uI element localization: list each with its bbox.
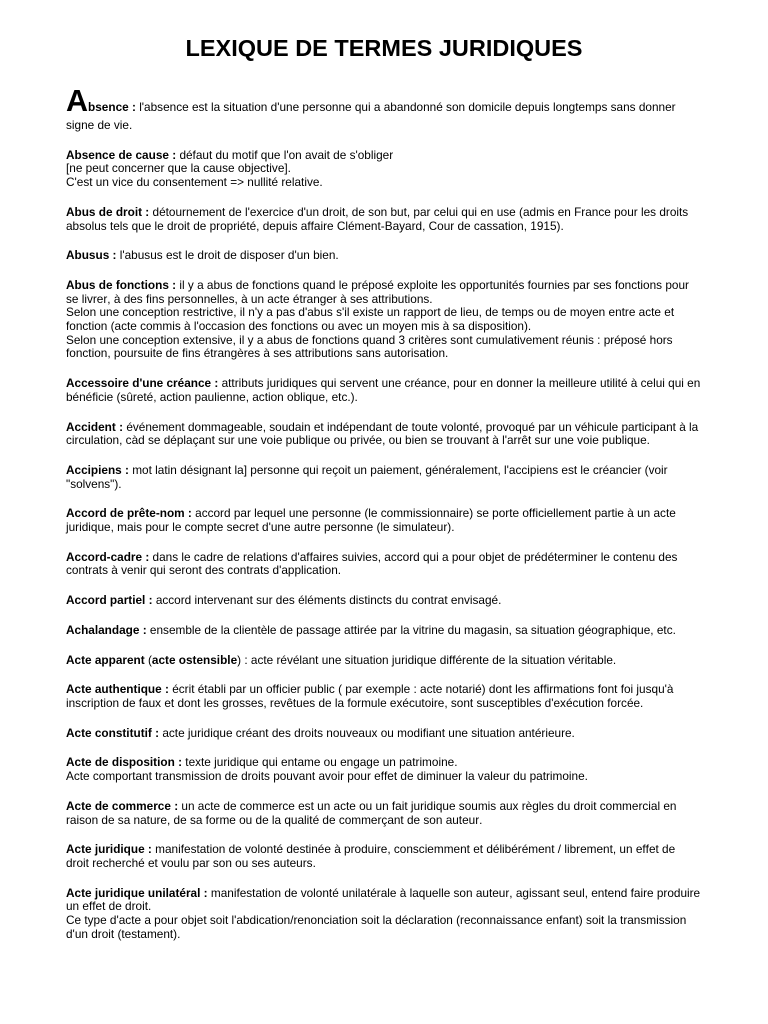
entry-term: Accipiens :	[66, 462, 129, 477]
entry-definition: accord intervenant sur des éléments distincts du contrat envisagé.	[155, 593, 502, 608]
entry-term: bsence :	[88, 100, 136, 114]
entry-first-line	[66, 756, 706, 770]
entry-first-line	[66, 206, 706, 220]
entry-first-line	[66, 149, 706, 163]
glossary-entry	[66, 624, 706, 638]
entry-definition-line: Ce type d'acte a pour objet soit l'abdication/renonciation soit la déclaration (reconnaissance enfant) soit la transmission	[66, 913, 687, 928]
entry-definition-line: fonction (acte commis à l'occasion des fonctions ou avec un moyen mis à sa disposition).	[66, 319, 532, 334]
entry-definition-line: Selon une conception restrictive, il n'y a pas d'abus s'il existe un rapport de lieu, de temps ou de moyen entre acte et	[66, 305, 675, 320]
entry-first-line	[66, 654, 706, 668]
entry-first-line	[66, 800, 706, 814]
entry-definition: détournement de l'exercice d'un droit, de son but, par celui qui en use (admis en France pour les droits	[152, 204, 689, 219]
entry-definition-line: absolus tels que le droit de propriété, depuis affaire Clément-Bayard, Cour de cassation, 1915).	[66, 218, 564, 233]
entry-definition-line: raison de sa nature, de sa forme ou de la qualité de commerçant de son auteur.	[66, 812, 483, 827]
glossary-entry	[66, 279, 706, 361]
entry-definition-line: droit recherché et voulu par son ou ses auteurs.	[66, 855, 316, 870]
entry-term: Abus de fonctions :	[66, 277, 177, 292]
entry-term: Acte apparent	[66, 652, 145, 667]
entry-term-synonym: acte ostensible	[151, 652, 238, 667]
entry-term: Acte de disposition :	[66, 755, 183, 770]
entry-definition: un acte de commerce est un acte ou un fait juridique soumis aux règles du droit commercial en	[181, 798, 677, 813]
entry-definition: acte révélant une situation juridique différente de la situation véritable.	[250, 652, 617, 667]
glossary	[66, 84, 706, 957]
entry-first-line	[66, 464, 706, 478]
entry-term: Acte juridique :	[66, 842, 152, 857]
entry-definition: texte juridique qui entame ou engage un patrimoine.	[185, 755, 458, 770]
entry-term: Acte juridique unilatéral :	[66, 885, 208, 900]
entry-definition-line: Selon une conception extensive, il y a abus de fonctions quand 3 critères sont cumulativement réunis : préposé hors	[66, 332, 673, 347]
entry-definition: manifestation de volonté destinée à produire, consciemment et délibérément / librement, un effet de	[155, 842, 676, 857]
entry-first-line	[66, 421, 706, 435]
entry-term: Accident :	[66, 419, 124, 434]
entry-term: Accessoire d'une créance :	[66, 376, 219, 391]
entry-term: Achalandage :	[66, 622, 147, 637]
entry-first-line	[66, 624, 706, 638]
entry-first-line	[66, 683, 706, 697]
glossary-entry	[66, 464, 706, 491]
entry-definition-line: C'est un vice du consentement => nullité relative.	[66, 175, 323, 190]
entry-definition: l'absence est la situation d'une personne qui a abandonné son domicile depuis longtemps sans donner	[139, 100, 676, 114]
entry-first-line	[66, 843, 706, 857]
entry-definition-line: circulation, càd se déplaçant sur une voie publique ou privée, ou bien se trouvant à l'arrêt sur une voie publique.	[66, 433, 650, 448]
entry-definition-line: fonction, poursuite de fins étrangères à ses attributions sans autorisation.	[66, 346, 449, 361]
glossary-entry	[66, 206, 706, 233]
entry-first-line	[66, 727, 706, 741]
entry-definition: il y a abus de fonctions quand le préposé exploite les opportunités fournies par ses fonctions pour	[179, 277, 689, 292]
paren-open: (	[147, 652, 152, 667]
entry-definition: acte juridique créant des droits nouveaux ou modifiant une situation antérieure.	[162, 725, 575, 740]
entry-definition: écrit établi par un officier public ( par exemple : acte notarié) dont les affirmations font foi jusqu'à	[172, 682, 674, 697]
entry-term: Abusus :	[66, 248, 117, 263]
entry-definition: manifestation de volonté unilatérale à laquelle son auteur, agissant seul, entend faire produire	[210, 885, 701, 900]
entry-term: Accord-cadre :	[66, 549, 150, 564]
drop-cap: A	[66, 84, 89, 118]
glossary-entry	[66, 843, 706, 870]
entry-definition-line: se livrer, à des fins personnelles, à un acte étranger à ses attributions.	[66, 291, 433, 306]
entry-definition: mot latin désignant la] personne qui reçoit un paiement, généralement, l'accipiens est le créancier (voir	[132, 462, 668, 477]
glossary-entry	[66, 727, 706, 741]
entry-term: Abus de droit :	[66, 204, 150, 219]
entry-definition-line: d'un droit (testament).	[66, 926, 181, 941]
entry-definition-line: [ne peut concerner que la cause objective].	[66, 161, 291, 176]
glossary-entry	[66, 84, 706, 133]
entry-definition-line: contrats à venir qui seront des contrats d'application.	[66, 563, 342, 578]
glossary-entry	[66, 421, 706, 448]
glossary-entry	[66, 654, 706, 668]
entry-first-line	[66, 551, 706, 565]
entry-first-line	[66, 377, 706, 391]
entry-first-line	[66, 594, 706, 608]
entry-definition-line: bénéficie (sûreté, action paulienne, action oblique, etc.).	[66, 389, 358, 404]
entry-definition: ensemble de la clientèle de passage attirée par la vitrine du magasin, sa situation géographique, etc.	[149, 622, 676, 637]
entry-definition-line: inscription de faux et dont les grosses, revêtues de la formule exécutoire, sont susceptibles d'exécution forcée.	[66, 695, 644, 710]
entry-term: Acte constitutif :	[66, 725, 160, 740]
entry-first-line	[66, 249, 706, 263]
glossary-entry	[66, 377, 706, 404]
entry-definition: événement dommageable, soudain et indépendant de toute volonté, provoqué par un véhicule participant à la	[126, 419, 699, 434]
glossary-entry	[66, 551, 706, 578]
glossary-entry	[66, 594, 706, 608]
document-title: LEXIQUE DE TERMES JURIDIQUES	[185, 35, 583, 61]
entry-first-line	[66, 887, 706, 901]
entry-first-line	[66, 279, 706, 293]
entry-term: Acte de commerce :	[66, 798, 179, 813]
glossary-entry	[66, 149, 706, 190]
paren-close: ) :	[237, 652, 248, 667]
entry-term: Accord de prête-nom :	[66, 506, 192, 521]
glossary-entry	[66, 800, 706, 827]
entry-term: Accord partiel :	[66, 593, 153, 608]
entry-definition: attributs juridiques qui servent une créance, pour en donner la meilleure utilité à celui qui en	[221, 376, 701, 391]
glossary-entry	[66, 756, 706, 783]
entry-definition-line: juridique, mais pour le compte secret d'une autre personne (le simulateur).	[66, 520, 455, 535]
entry-definition: accord par lequel une personne (le commissionnaire) se porte officiellement partie à un acte	[195, 506, 676, 521]
entry-term: Absence de cause :	[66, 147, 177, 162]
entry-definition: défaut du motif que l'on avait de s'obliger	[179, 147, 394, 162]
entry-definition-line: Acte comportant transmission de droits pouvant avoir pour effet de diminuer la valeur du patrimoine.	[66, 769, 588, 784]
glossary-entry	[66, 249, 706, 263]
glossary-entry	[66, 887, 706, 942]
entry-definition-line: signe de vie.	[66, 118, 133, 132]
entry-definition: dans le cadre de relations d'affaires suivies, accord qui a pour objet de prédéterminer le contenu des	[152, 549, 678, 564]
entry-definition-line: un effet de droit.	[66, 899, 152, 914]
entry-term: Acte authentique :	[66, 682, 169, 697]
entry-first-line	[66, 84, 706, 119]
entry-definition-line: "solvens").	[66, 476, 122, 491]
glossary-entry	[66, 507, 706, 534]
entry-definition: l'abusus est le droit de disposer d'un bien.	[119, 248, 339, 263]
glossary-entry	[66, 683, 706, 710]
entry-first-line	[66, 507, 706, 521]
